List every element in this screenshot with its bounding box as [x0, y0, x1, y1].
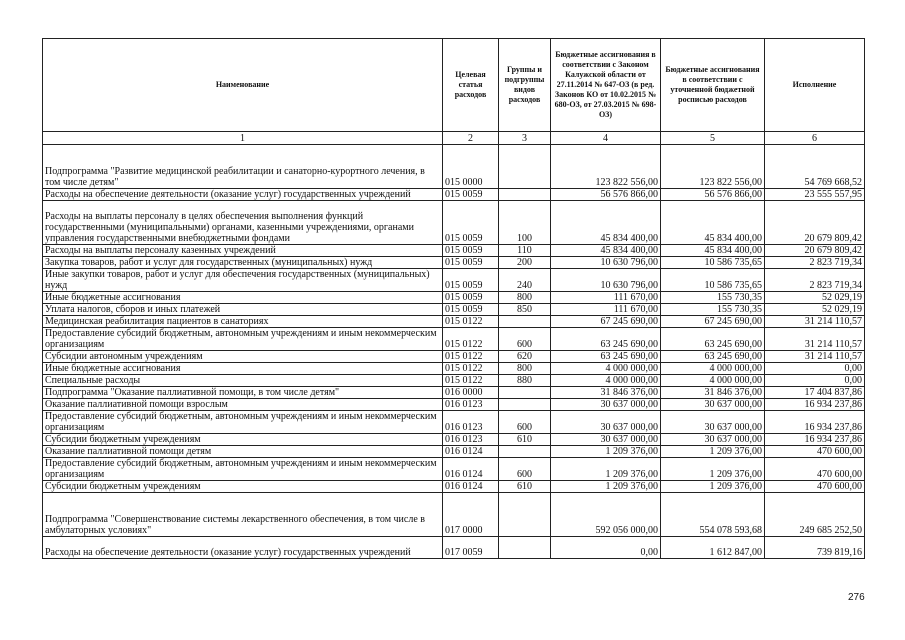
- row-budget-law: 10 630 796,00: [551, 269, 661, 292]
- table-row: [43, 537, 865, 559]
- table-row: [43, 316, 865, 328]
- row-budget-law: 123 822 556,00: [551, 145, 661, 189]
- row-execution: 16 934 237,86: [765, 411, 865, 434]
- row-execution: 31 214 110,57: [765, 316, 865, 328]
- row-group-code: [499, 537, 551, 559]
- row-execution: 470 600,00: [765, 458, 865, 481]
- row-group-code: 600: [499, 458, 551, 481]
- row-name: Иные бюджетные ассигнования: [43, 292, 443, 304]
- row-group-code: 200: [499, 257, 551, 269]
- row-execution: 249 685 252,50: [765, 493, 865, 537]
- row-budget-law: 30 637 000,00: [551, 411, 661, 434]
- row-budget-law: 30 637 000,00: [551, 434, 661, 446]
- table-row: [43, 328, 865, 351]
- row-target-code: 016 0124: [443, 458, 499, 481]
- table-row: [43, 257, 865, 269]
- row-budget-refined: 155 730,35: [661, 292, 765, 304]
- row-budget-law: 111 670,00: [551, 304, 661, 316]
- row-name: Предоставление субсидий бюджетным, автономным учреждениям и иным некоммерческим организациям: [43, 328, 443, 351]
- row-budget-law: 1 209 376,00: [551, 458, 661, 481]
- column-number: 6: [765, 132, 865, 145]
- row-target-code: 015 0059: [443, 304, 499, 316]
- row-group-code: 110: [499, 245, 551, 257]
- row-name: Подпрограмма "Оказание паллиативной помощи, в том числе детям": [43, 387, 443, 399]
- row-group-code: 600: [499, 411, 551, 434]
- header-budget-law: Бюджетные ассигнования в соответствии с Законом Калужской области от 27.11.2014 № 647-ОЗ (в ред. Законов КО от 10.02.2015 № 680-ОЗ, от 27.03.2015 № 698-ОЗ): [551, 39, 661, 132]
- row-budget-law: 1 209 376,00: [551, 481, 661, 493]
- row-budget-refined: 1 209 376,00: [661, 481, 765, 493]
- row-budget-law: 63 245 690,00: [551, 328, 661, 351]
- row-group-code: [499, 493, 551, 537]
- row-name: Предоставление субсидий бюджетным, автономным учреждениям и иным некоммерческим организациям: [43, 458, 443, 481]
- header-row: [43, 39, 865, 132]
- row-name: Оказание паллиативной помощи детям: [43, 446, 443, 458]
- row-name: Оказание паллиативной помощи взрослым: [43, 399, 443, 411]
- column-number-row: [43, 132, 865, 145]
- row-budget-refined: 45 834 400,00: [661, 245, 765, 257]
- row-target-code: 015 0059: [443, 189, 499, 201]
- row-budget-law: 30 637 000,00: [551, 399, 661, 411]
- row-execution: 2 823 719,34: [765, 257, 865, 269]
- header-target: Целевая статья расходов: [443, 39, 499, 132]
- row-budget-refined: 10 586 735,65: [661, 269, 765, 292]
- row-budget-law: 4 000 000,00: [551, 363, 661, 375]
- row-budget-law: 111 670,00: [551, 292, 661, 304]
- row-budget-refined: 30 637 000,00: [661, 399, 765, 411]
- row-budget-refined: 30 637 000,00: [661, 411, 765, 434]
- row-name: Расходы на обеспечение деятельности (оказание услуг) государственных учреждений: [43, 189, 443, 201]
- row-target-code: 015 0122: [443, 351, 499, 363]
- row-execution: 52 029,19: [765, 292, 865, 304]
- row-budget-law: 67 245 690,00: [551, 316, 661, 328]
- row-name: Расходы на выплаты персоналу в целях обеспечения выполнения функций государственными (муниципальными) органами, казенными учреждениями, органами управления государственными внебюджетными фондами: [43, 201, 443, 245]
- table-row: [43, 189, 865, 201]
- row-budget-refined: 10 586 735,65: [661, 257, 765, 269]
- row-target-code: 016 0123: [443, 411, 499, 434]
- table-row: [43, 292, 865, 304]
- row-name: Субсидии бюджетным учреждениям: [43, 481, 443, 493]
- header-execution: Исполнение: [765, 39, 865, 132]
- row-target-code: 015 0122: [443, 316, 499, 328]
- column-number: 4: [551, 132, 661, 145]
- row-execution: 52 029,19: [765, 304, 865, 316]
- table-row: [43, 411, 865, 434]
- row-group-code: 620: [499, 351, 551, 363]
- row-budget-refined: 30 637 000,00: [661, 434, 765, 446]
- header-budget-refined: Бюджетные ассигнования в соответствии с уточненной бюджетной росписью расходов: [661, 39, 765, 132]
- row-budget-refined: 155 730,35: [661, 304, 765, 316]
- row-group-code: 850: [499, 304, 551, 316]
- row-target-code: 015 0059: [443, 257, 499, 269]
- row-execution: 470 600,00: [765, 481, 865, 493]
- row-name: Субсидии бюджетным учреждениям: [43, 434, 443, 446]
- row-group-code: [499, 446, 551, 458]
- row-execution: 31 214 110,57: [765, 351, 865, 363]
- row-group-code: [499, 399, 551, 411]
- row-budget-refined: 56 576 866,00: [661, 189, 765, 201]
- row-execution: 0,00: [765, 363, 865, 375]
- row-execution: 23 555 557,95: [765, 189, 865, 201]
- row-group-code: 600: [499, 328, 551, 351]
- table-row: [43, 351, 865, 363]
- row-execution: 20 679 809,42: [765, 201, 865, 245]
- row-execution: 54 769 668,52: [765, 145, 865, 189]
- column-number: 5: [661, 132, 765, 145]
- row-budget-refined: 63 245 690,00: [661, 328, 765, 351]
- row-execution: 739 819,16: [765, 537, 865, 559]
- table-row: [43, 446, 865, 458]
- row-target-code: 015 0059: [443, 245, 499, 257]
- row-target-code: 017 0059: [443, 537, 499, 559]
- row-target-code: 015 0000: [443, 145, 499, 189]
- row-budget-refined: 1 209 376,00: [661, 446, 765, 458]
- row-budget-refined: 1 612 847,00: [661, 537, 765, 559]
- row-target-code: 015 0059: [443, 292, 499, 304]
- row-name: Расходы на выплаты персоналу казенных учреждений: [43, 245, 443, 257]
- row-execution: 0,00: [765, 375, 865, 387]
- row-budget-refined: 45 834 400,00: [661, 201, 765, 245]
- row-budget-law: 10 630 796,00: [551, 257, 661, 269]
- row-budget-law: 31 846 376,00: [551, 387, 661, 399]
- row-group-code: [499, 387, 551, 399]
- row-name: Иные закупки товаров, работ и услуг для обеспечения государственных (муниципальных) нужд: [43, 269, 443, 292]
- row-group-code: [499, 145, 551, 189]
- row-budget-law: 1 209 376,00: [551, 446, 661, 458]
- row-budget-refined: 554 078 593,68: [661, 493, 765, 537]
- page-number: 276: [848, 592, 865, 603]
- table-row: [43, 245, 865, 257]
- row-target-code: 016 0124: [443, 481, 499, 493]
- row-group-code: 800: [499, 292, 551, 304]
- column-number: 1: [43, 132, 443, 145]
- row-execution: 470 600,00: [765, 446, 865, 458]
- row-budget-refined: 4 000 000,00: [661, 375, 765, 387]
- row-target-code: 015 0122: [443, 375, 499, 387]
- column-number: 2: [443, 132, 499, 145]
- row-execution: 16 934 237,86: [765, 399, 865, 411]
- row-target-code: 015 0059: [443, 201, 499, 245]
- row-group-code: 610: [499, 434, 551, 446]
- table-row: [43, 145, 865, 189]
- row-group-code: 800: [499, 363, 551, 375]
- header-group: Группы и подгруппы видов расходов: [499, 39, 551, 132]
- row-target-code: 016 0123: [443, 434, 499, 446]
- row-name: Уплата налогов, сборов и иных платежей: [43, 304, 443, 316]
- row-target-code: 016 0124: [443, 446, 499, 458]
- table-body: [43, 145, 865, 559]
- table-row: [43, 304, 865, 316]
- table-row: [43, 481, 865, 493]
- row-target-code: 015 0122: [443, 363, 499, 375]
- row-group-code: [499, 316, 551, 328]
- table-row: [43, 269, 865, 292]
- row-budget-refined: 1 209 376,00: [661, 458, 765, 481]
- row-budget-refined: 63 245 690,00: [661, 351, 765, 363]
- row-name: Предоставление субсидий бюджетным, автономным учреждениям и иным некоммерческим организациям: [43, 411, 443, 434]
- budget-table: [42, 38, 865, 559]
- row-execution: 17 404 837,86: [765, 387, 865, 399]
- table-row: [43, 458, 865, 481]
- row-budget-refined: 4 000 000,00: [661, 363, 765, 375]
- row-budget-law: 56 576 866,00: [551, 189, 661, 201]
- table-row: [43, 399, 865, 411]
- row-target-code: 016 0123: [443, 399, 499, 411]
- table-row: [43, 434, 865, 446]
- row-name: Закупка товаров, работ и услуг для государственных (муниципальных) нужд: [43, 257, 443, 269]
- column-number: 3: [499, 132, 551, 145]
- row-name: Подпрограмма "Совершенствование системы лекарственного обеспечения, в том числе в амбулаторных условиях": [43, 493, 443, 537]
- row-budget-law: 45 834 400,00: [551, 201, 661, 245]
- row-budget-law: 45 834 400,00: [551, 245, 661, 257]
- row-name: Расходы на обеспечение деятельности (оказание услуг) государственных учреждений: [43, 537, 443, 559]
- table-row: [43, 375, 865, 387]
- row-target-code: 015 0122: [443, 328, 499, 351]
- row-target-code: 016 0000: [443, 387, 499, 399]
- row-name: Субсидии автономным учреждениям: [43, 351, 443, 363]
- row-target-code: 017 0000: [443, 493, 499, 537]
- row-budget-law: 592 056 000,00: [551, 493, 661, 537]
- row-budget-law: 0,00: [551, 537, 661, 559]
- row-execution: 31 214 110,57: [765, 328, 865, 351]
- row-group-code: [499, 189, 551, 201]
- table-row: [43, 387, 865, 399]
- row-group-code: 880: [499, 375, 551, 387]
- row-budget-law: 63 245 690,00: [551, 351, 661, 363]
- row-group-code: 240: [499, 269, 551, 292]
- row-group-code: 610: [499, 481, 551, 493]
- row-name: Иные бюджетные ассигнования: [43, 363, 443, 375]
- row-budget-law: 4 000 000,00: [551, 375, 661, 387]
- table-row: [43, 201, 865, 245]
- header-name: Наименование: [43, 39, 443, 132]
- table-row: [43, 493, 865, 537]
- table-row: [43, 363, 865, 375]
- row-budget-refined: 31 846 376,00: [661, 387, 765, 399]
- row-budget-refined: 67 245 690,00: [661, 316, 765, 328]
- row-execution: 2 823 719,34: [765, 269, 865, 292]
- row-execution: 16 934 237,86: [765, 434, 865, 446]
- row-name: Подпрограмма "Развитие медицинской реабилитации и санаторно-курортного лечения, в том числе детям": [43, 145, 443, 189]
- row-budget-refined: 123 822 556,00: [661, 145, 765, 189]
- row-target-code: 015 0059: [443, 269, 499, 292]
- row-execution: 20 679 809,42: [765, 245, 865, 257]
- row-name: Специальные расходы: [43, 375, 443, 387]
- row-group-code: 100: [499, 201, 551, 245]
- row-name: Медицинская реабилитация пациентов в санаториях: [43, 316, 443, 328]
